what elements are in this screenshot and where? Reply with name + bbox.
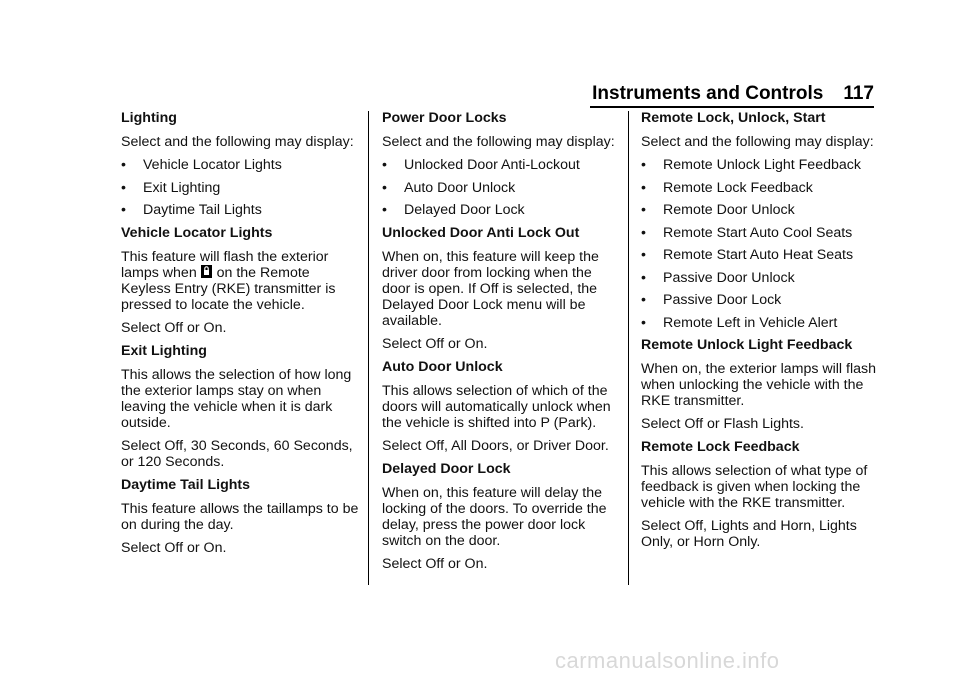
heading-delayed-door-lock: Delayed Door Lock — [382, 460, 511, 477]
paragraph: Select Off or On. — [382, 555, 488, 572]
heading-vehicle-locator-lights: Vehicle Locator Lights — [121, 224, 273, 241]
paragraph: Select and the following may display: — [382, 134, 615, 150]
remote-lock-key-icon — [201, 265, 212, 278]
page-header — [592, 83, 874, 105]
list-item: • Remote Door Unlock — [641, 202, 795, 218]
column-divider — [368, 111, 369, 585]
column-1 — [121, 110, 359, 563]
paragraph: This allows selection of which of the doors will automatically unlock when the vehicle is shifted into P (Park). — [382, 382, 611, 431]
heading-auto-door-unlock: Auto Door Unlock — [382, 358, 503, 375]
paragraph: Select Off or Flash Lights. — [641, 416, 804, 432]
heading-exit-lighting: Exit Lighting — [121, 342, 207, 359]
paragraph: Select Off or On. — [121, 539, 227, 556]
paragraph: Select and the following may display: — [641, 134, 874, 150]
paragraph: When on, this feature will delay the locking of the doors. To override the delay, press the power door lock switch on the door. — [382, 484, 607, 549]
list-item: • Remote Unlock Light Feedback — [641, 157, 861, 173]
header-rule — [590, 106, 874, 108]
watermark-footer: carmanualsonline.info — [555, 648, 780, 673]
heading-lighting: Lighting — [121, 110, 177, 126]
heading-remote-lock-feedback: Remote Lock Feedback — [641, 439, 800, 455]
section-title: Instruments and Controls — [592, 83, 824, 104]
paragraph: Select Off, Lights and Horn, Lights Only, or Horn Only. — [641, 518, 857, 550]
paragraph: Select Off or On. — [382, 335, 488, 352]
heading-remote-lock-unlock-start: Remote Lock, Unlock, Start — [641, 110, 826, 126]
list-item: • Vehicle Locator Lights — [121, 157, 282, 173]
column-divider — [628, 111, 629, 585]
heading-power-door-locks: Power Door Locks — [382, 110, 507, 126]
list-item: • Exit Lighting — [121, 179, 221, 196]
paragraph: Select Off or On. — [121, 319, 227, 336]
list-item: • Remote Left in Vehicle Alert — [641, 314, 838, 331]
paragraph: This feature allows the taillamps to be on during the day. — [121, 500, 359, 533]
list-item: • Delayed Door Lock — [382, 202, 525, 218]
column-3 — [641, 110, 879, 557]
paragraph: Select Off, All Doors, or Driver Door. — [382, 437, 609, 454]
list-item: • Passive Door Unlock — [641, 269, 795, 286]
paragraph: When on, the exterior lamps will flash when unlocking the vehicle with the RKE transmitter. — [641, 361, 876, 409]
heading-unlocked-door-anti-lock-out: Unlocked Door Anti Lock Out — [382, 224, 580, 241]
page-number: 117 — [843, 83, 874, 104]
paragraph: This feature will flash the exterior lamps when on the Remote Keyless Entry (RKE) transmitter is pressed to locate the vehicle. — [121, 248, 336, 313]
paragraph: Select Off, 30 Seconds, 60 Seconds, or 120 Seconds. — [121, 437, 353, 470]
list-item: • Daytime Tail Lights — [121, 202, 262, 218]
column-2 — [382, 110, 620, 579]
list-item: • Remote Start Auto Heat Seats — [641, 247, 854, 263]
list-item: • Passive Door Lock — [641, 292, 782, 308]
list-item: • Unlocked Door Anti-Lockout — [382, 157, 580, 173]
heading-remote-unlock-light-feedback: Remote Unlock Light Feedback — [641, 337, 853, 353]
paragraph: This allows the selection of how long the exterior lamps stay on when leaving the vehicle when it is dark outside. — [121, 366, 352, 431]
paragraph: When on, this feature will keep the driver door from locking when the door is open. If Off is selected, the Delayed Door Lock menu will be available. — [382, 248, 599, 329]
paragraph: This allows selection of what type of feedback is given when locking the vehicle with the RKE transmitter. — [641, 463, 868, 511]
list-item: • Auto Door Unlock — [382, 179, 516, 196]
list-item: • Remote Start Auto Cool Seats — [641, 224, 853, 241]
heading-daytime-tail-lights: Daytime Tail Lights — [121, 476, 251, 493]
list-item: • Remote Lock Feedback — [641, 179, 813, 196]
paragraph: Select and the following may display: — [121, 134, 354, 150]
